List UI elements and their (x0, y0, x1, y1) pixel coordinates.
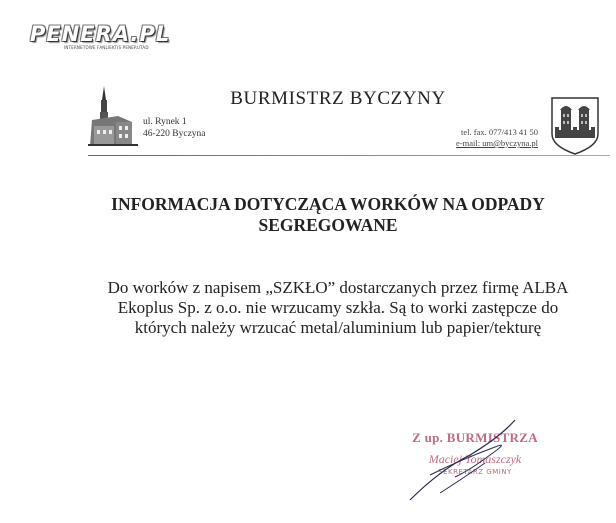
document-body (0, 278, 616, 338)
document-heading (0, 194, 616, 236)
stamp-name: Maciej Tomaszczyk (428, 452, 522, 466)
letterhead-divider (88, 155, 610, 156)
watermark (30, 22, 171, 50)
stamp-title: Z up. BURMISTRZA (412, 430, 538, 445)
address-street: ul. Rynek 1 (143, 117, 187, 127)
watermark-logo: PENERA.PL (30, 22, 171, 46)
address-block (143, 117, 206, 140)
body-line-3: których należy wrzucać metal/aluminium lub papier/tekturę (134, 318, 542, 337)
contact-phone: tel. fax. 077/413 41 50 (461, 127, 538, 137)
body-line-1: Do worków z napisem „SZKŁO” dostarczanych przez firmę ALBA (107, 278, 569, 297)
heading-line-2: SEGREGOWANE (258, 215, 398, 235)
heading-line-1: INFORMACJA DOTYCZĄCA WORKÓW NA ODPADY (111, 194, 545, 214)
stamp-role: SEKRETARZ GMINY (438, 468, 512, 476)
handwritten-signature-icon (400, 415, 530, 505)
address-city: 46-220 Byczyna (143, 128, 206, 139)
body-line-2: Ekoplus Sp. z o.o. nie wrzucamy szkła. Są to worki zastępcze do (117, 298, 559, 317)
watermark-tagline: INTERNETOWE FANLIEKTIS PENERUTAD (64, 45, 149, 50)
coat-of-arms-icon (550, 96, 600, 156)
letterhead-title: BURMISTRZ BYCZYNY (230, 88, 446, 109)
contact-block (456, 127, 538, 149)
contact-email[interactable]: e-mail: um@byczyna.pl (456, 138, 538, 148)
